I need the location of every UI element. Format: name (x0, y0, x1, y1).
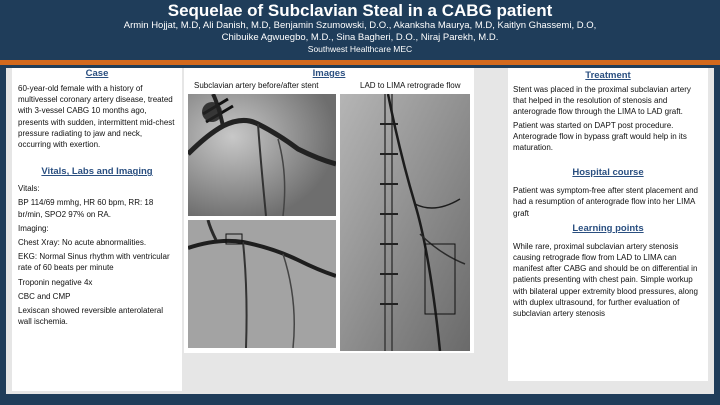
accent-divider (0, 60, 720, 65)
treatment-text-1: Stent was placed in the proximal subclavian artery that helped in the resolution of stenosis and anterograde flow through the LIMA to LAD graft. (513, 85, 691, 117)
caption-lad-lima: LAD to LIMA retrograde flow (360, 81, 461, 90)
course-text: Patient was symptom-free after stent placement and had a resumption of anterograde flow into her LIMA graft (513, 186, 698, 218)
angiogram-after-image (188, 220, 336, 348)
vitals-values: BP 114/69 mmhg, HR 60 bpm, RR: 18 br/min, SPO2 97% on RA. (18, 198, 154, 219)
caption-subclavian: Subclavian artery before/after stent (194, 81, 319, 90)
imaging-label: Imaging: (18, 223, 49, 233)
angiogram-before-image (188, 94, 336, 216)
authors-line-1: Armin Hojjat, M.D, Ali Danish, M.D, Benjamin Szumowski, D.O., Akanksha Maurya, M.D, Kaitlyn Ghassemi, D.O, (123, 20, 597, 31)
affiliation: Southwest Healthcare MEC (307, 44, 413, 54)
images-panel (184, 68, 474, 353)
treatment-heading: Treatment (585, 70, 631, 81)
case-heading: Case (85, 68, 109, 79)
lexiscan-result: Lexiscan showed reversible anterolateral wall ischemia. (18, 306, 163, 327)
left-panel (12, 68, 182, 391)
ekg-result: EKG: Normal Sinus rhythm with ventricular rate of 60 beats per minute (18, 252, 170, 273)
troponin-result: Troponin negative 4x (18, 277, 93, 287)
vitals-label: Vitals: (18, 184, 40, 194)
cbc-cmp: CBC and CMP (18, 291, 71, 301)
course-heading: Hospital course (572, 167, 644, 179)
authors-line-2: Chibuike Agwuegbo, M.D., Sina Bagheri, D.O., Niraj Parekh, M.D. (221, 32, 499, 43)
learning-text: While rare, proximal subclavian artery stenosis causing retrograde flow from LAD to LIMA can manifest after CABG and should be on differential in patients presenting with chest pain. Simple workup with bilateral upper extremity blood pressures, along with duplex ultrasound, for further evaluation of subclavian artery stenosis (513, 241, 698, 319)
right-panel (508, 68, 708, 381)
case-text: 60-year-old female with a history of multivessel coronary artery disease, treated with 3-vessel CABG 10 months ago, presents with sudden, intermittent mid-chest pressure radiating to jaw and neck, occurring with exertion. (18, 84, 175, 150)
poster-body (6, 68, 714, 394)
treatment-text-2: Patient was started on DAPT post procedure. Anterograde flow in bypass graft would help in its maturation. (513, 120, 687, 153)
poster-header (0, 0, 720, 60)
learning-heading: Learning points (572, 222, 644, 234)
poster-title: Sequelae of Subclavian Steal in a CABG patient (167, 1, 553, 20)
images-heading: Images (312, 68, 346, 79)
chest-xray: Chest Xray: No acute abnormalities. (18, 238, 147, 248)
lad-lima-angiogram-image (340, 94, 470, 351)
vitals-heading: Vitals, Labs and Imaging (41, 166, 153, 178)
